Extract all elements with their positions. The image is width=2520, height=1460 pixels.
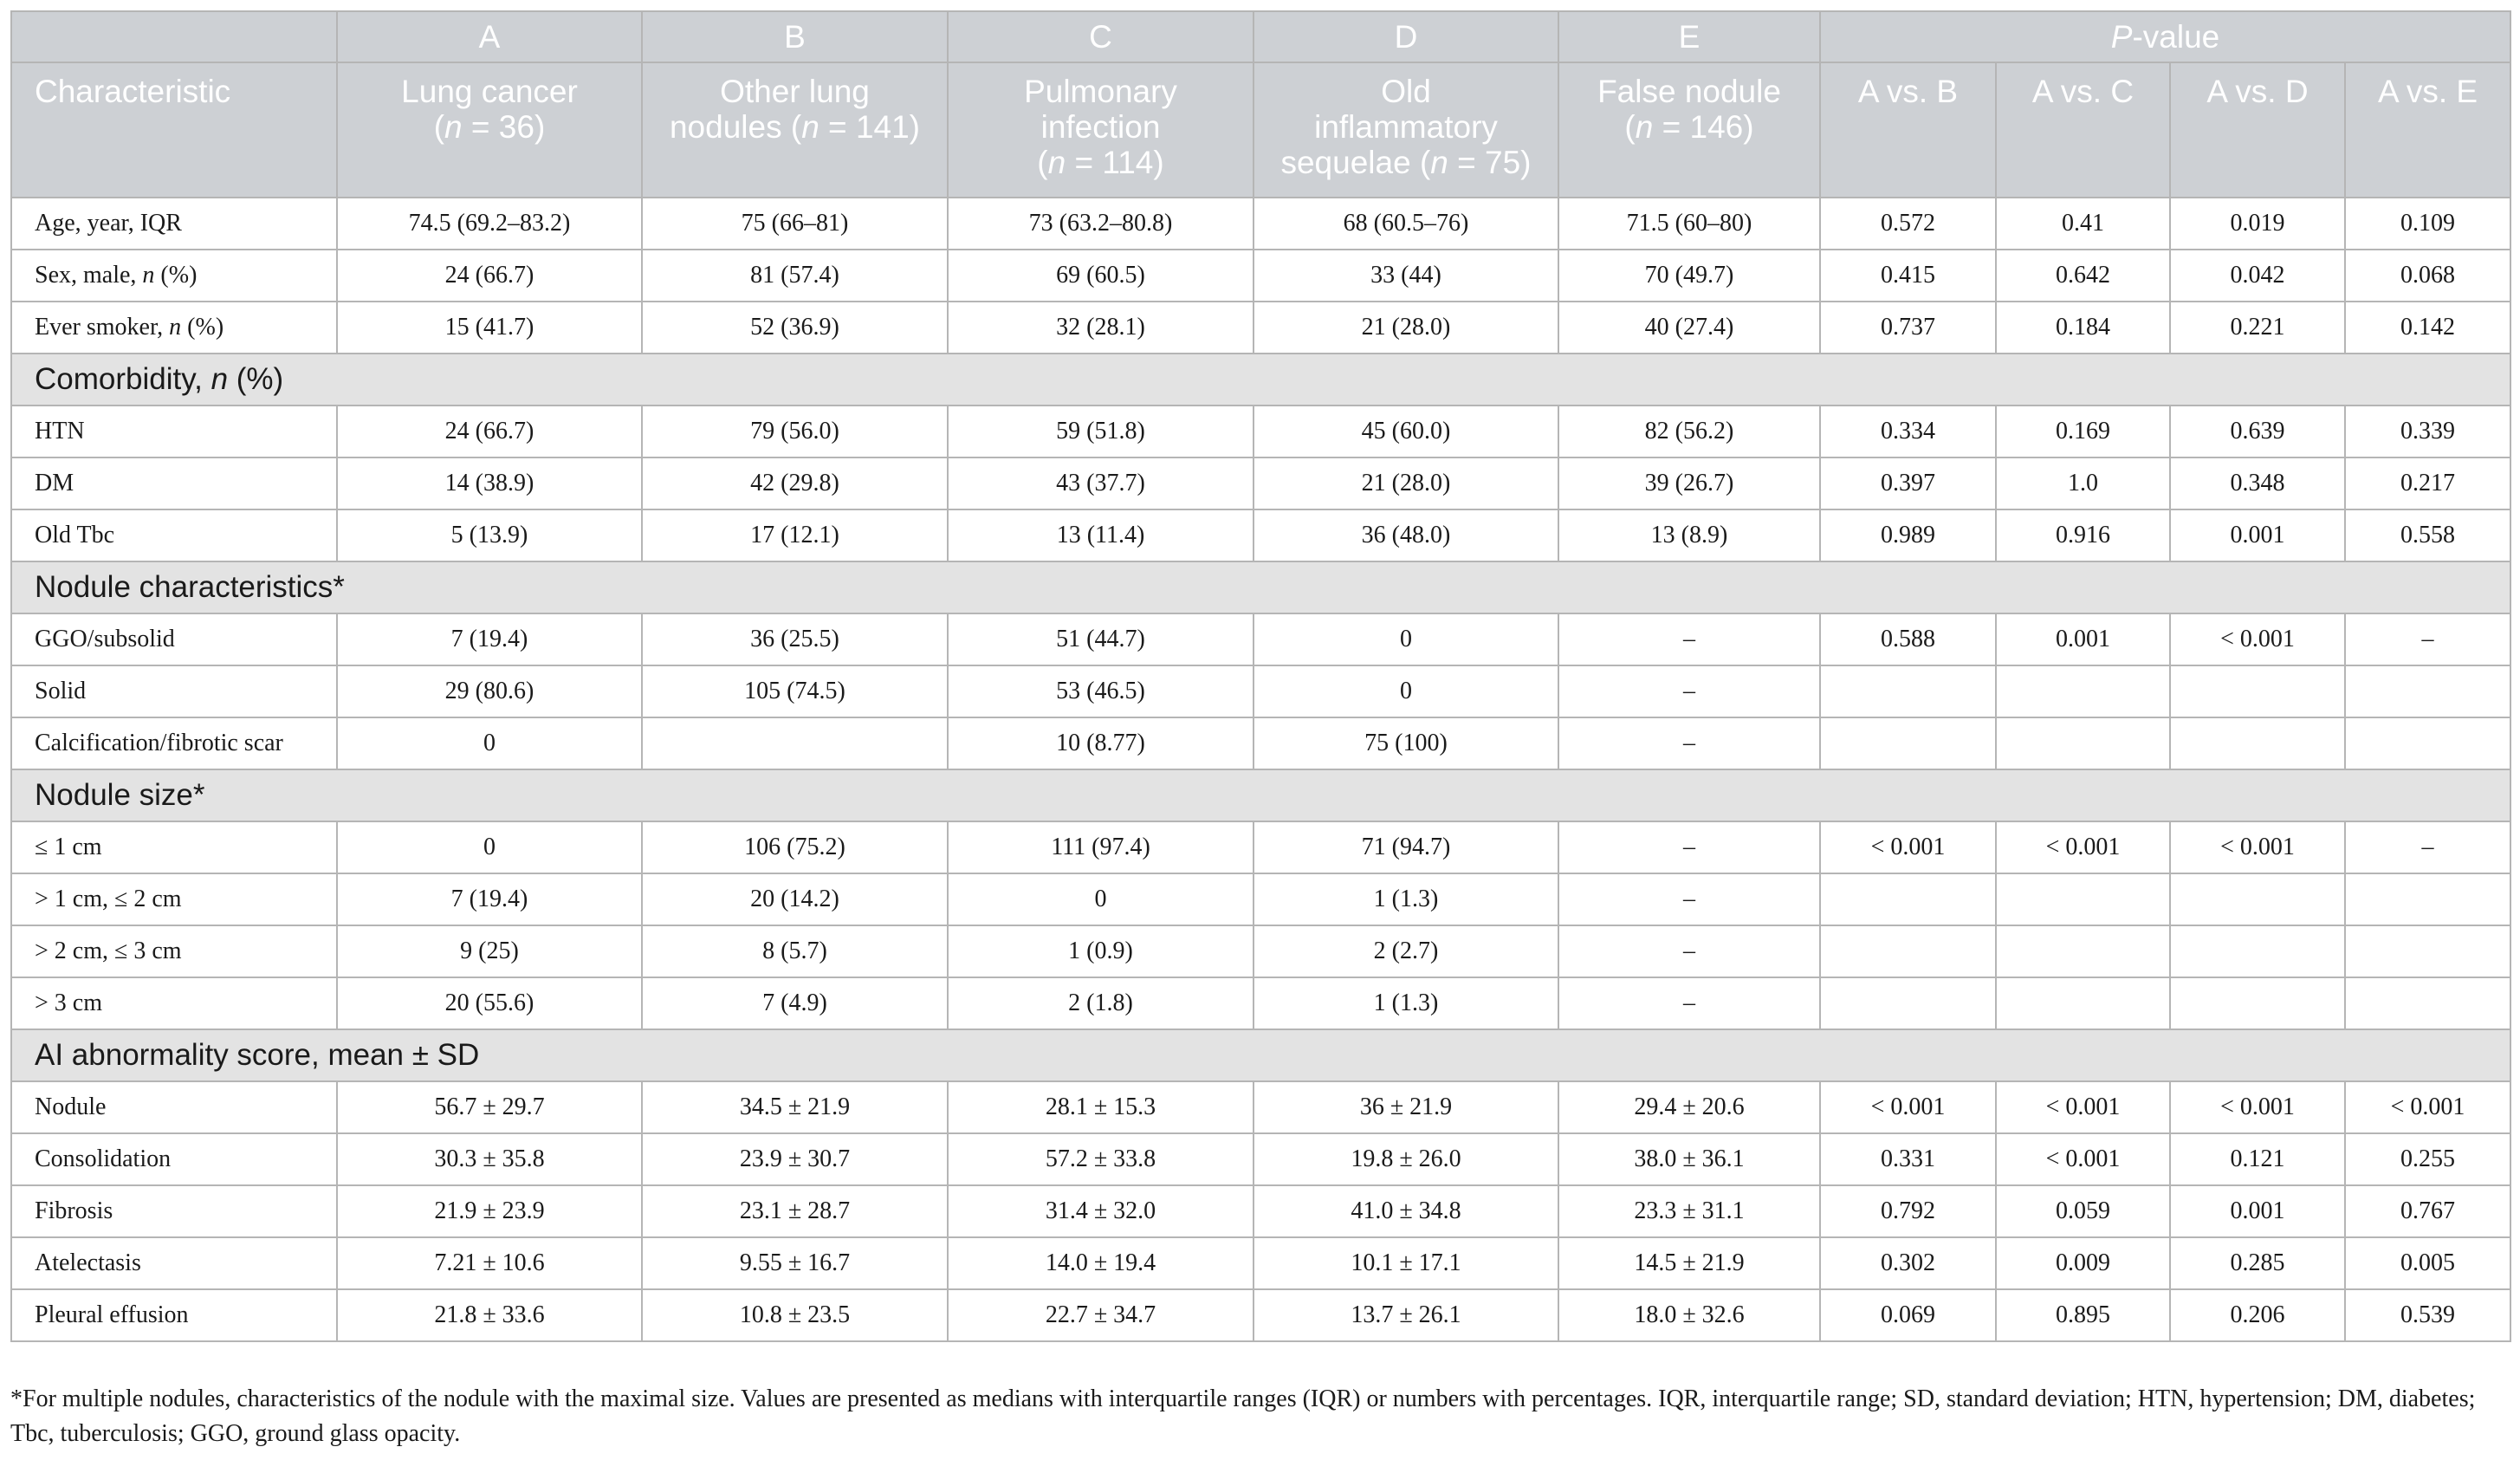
row-label: Age, year, IQR — [11, 198, 337, 250]
table-body — [11, 198, 2510, 1341]
table-row — [11, 457, 2510, 509]
pvalue-cell: 0.001 — [2170, 1185, 2345, 1237]
group-value-cell: 0 — [1254, 613, 1558, 665]
group-value-cell: 1 (1.3) — [1254, 873, 1558, 925]
pvalue-cell — [2345, 665, 2510, 717]
group-value-cell: 10.8 ± 23.5 — [642, 1289, 948, 1341]
group-letter: B — [642, 11, 948, 62]
group-value-cell: 20 (14.2) — [642, 873, 948, 925]
pvalue-cell: < 0.001 — [1996, 1081, 2170, 1133]
group-value-cell: 106 (75.2) — [642, 821, 948, 873]
pvalue-cell: – — [2345, 821, 2510, 873]
group-value-cell: 5 (13.9) — [337, 509, 642, 561]
group-value-cell: 14.0 ± 19.4 — [948, 1237, 1254, 1289]
pvalue-cell: < 0.001 — [2170, 613, 2345, 665]
header-row-labels — [11, 62, 2510, 198]
group-value-cell: 21.8 ± 33.6 — [337, 1289, 642, 1341]
pvalue-cell — [2345, 873, 2510, 925]
row-label: Nodule — [11, 1081, 337, 1133]
group-value-cell: 21.9 ± 23.9 — [337, 1185, 642, 1237]
table-row — [11, 406, 2510, 457]
section-label: Comorbidity, n (%) — [11, 354, 2510, 406]
group-value-cell: – — [1558, 977, 1820, 1029]
group-value-cell: 69 (60.5) — [948, 250, 1254, 302]
group-value-cell: 13.7 ± 26.1 — [1254, 1289, 1558, 1341]
pvalue-cell: 0.989 — [1820, 509, 1996, 561]
group-value-cell: 75 (66–81) — [642, 198, 948, 250]
group-value-cell: 13 (11.4) — [948, 509, 1254, 561]
group-value-cell: 30.3 ± 35.8 — [337, 1133, 642, 1185]
row-label: Atelectasis — [11, 1237, 337, 1289]
table-row — [11, 821, 2510, 873]
pvalue-cell — [1996, 977, 2170, 1029]
group-value-cell: 23.9 ± 30.7 — [642, 1133, 948, 1185]
section-row — [11, 1029, 2510, 1081]
pvalue-cell: 0.41 — [1996, 198, 2170, 250]
row-label: Sex, male, n (%) — [11, 250, 337, 302]
pvalue-cell: 0.221 — [2170, 302, 2345, 354]
group-value-cell: – — [1558, 925, 1820, 977]
group-value-cell: 52 (36.9) — [642, 302, 948, 354]
group-header-lung-cancer: Lung cancer (n = 36) — [337, 62, 642, 198]
group-value-cell: 34.5 ± 21.9 — [642, 1081, 948, 1133]
pvalue-cell: 0.068 — [2345, 250, 2510, 302]
section-label: Nodule size* — [11, 769, 2510, 821]
group-value-cell: 18.0 ± 32.6 — [1558, 1289, 1820, 1341]
group-value-cell: 10 (8.77) — [948, 717, 1254, 769]
group-value-cell: 0 — [337, 821, 642, 873]
table-row — [11, 198, 2510, 250]
section-row — [11, 354, 2510, 406]
group-value-cell: 0 — [1254, 665, 1558, 717]
group-value-cell: 41.0 ± 34.8 — [1254, 1185, 1558, 1237]
group-value-cell: 2 (2.7) — [1254, 925, 1558, 977]
group-value-cell: – — [1558, 665, 1820, 717]
group-value-cell: 43 (37.7) — [948, 457, 1254, 509]
group-value-cell: 39 (26.7) — [1558, 457, 1820, 509]
group-value-cell: 0 — [337, 717, 642, 769]
pvalue-cell: 0.009 — [1996, 1237, 2170, 1289]
table-row — [11, 1133, 2510, 1185]
group-value-cell: 13 (8.9) — [1558, 509, 1820, 561]
pvalue-cell — [1820, 873, 1996, 925]
group-value-cell: 45 (60.0) — [1254, 406, 1558, 457]
pvalue-cell: 0.059 — [1996, 1185, 2170, 1237]
table-row — [11, 873, 2510, 925]
group-value-cell: 14 (38.9) — [337, 457, 642, 509]
group-value-cell: 33 (44) — [1254, 250, 1558, 302]
comparison-header: A vs. D — [2170, 62, 2345, 198]
group-header-other-nodules: Other lung nodules (n = 141) — [642, 62, 948, 198]
group-value-cell: 7 (19.4) — [337, 873, 642, 925]
pvalue-cell: 0.792 — [1820, 1185, 1996, 1237]
table-row — [11, 302, 2510, 354]
section-label: Nodule characteristics* — [11, 561, 2510, 613]
pvalue-cell: 0.895 — [1996, 1289, 2170, 1341]
pvalue-cell: 0.285 — [2170, 1237, 2345, 1289]
group-value-cell: 9.55 ± 16.7 — [642, 1237, 948, 1289]
group-value-cell: 75 (100) — [1254, 717, 1558, 769]
section-row — [11, 769, 2510, 821]
row-label: ≤ 1 cm — [11, 821, 337, 873]
group-value-cell: 1 (1.3) — [1254, 977, 1558, 1029]
group-value-cell: 20 (55.6) — [337, 977, 642, 1029]
row-label: GGO/subsolid — [11, 613, 337, 665]
pvalue-cell: 0.588 — [1820, 613, 1996, 665]
group-value-cell: 57.2 ± 33.8 — [948, 1133, 1254, 1185]
pvalue-cell: 0.334 — [1820, 406, 1996, 457]
pvalue-cell: 0.001 — [2170, 509, 2345, 561]
group-value-cell: 31.4 ± 32.0 — [948, 1185, 1254, 1237]
pvalue-cell — [2345, 977, 2510, 1029]
pvalue-cell — [2170, 717, 2345, 769]
header-row-groups — [11, 11, 2510, 62]
group-header-old-inflammatory: Old inflammatory sequelae (n = 75) — [1254, 62, 1558, 198]
group-value-cell: 32 (28.1) — [948, 302, 1254, 354]
pvalue-cell — [1996, 665, 2170, 717]
group-value-cell: 2 (1.8) — [948, 977, 1254, 1029]
group-value-cell: 1 (0.9) — [948, 925, 1254, 977]
table-row — [11, 977, 2510, 1029]
row-label: HTN — [11, 406, 337, 457]
group-value-cell: 82 (56.2) — [1558, 406, 1820, 457]
row-label: Pleural effusion — [11, 1289, 337, 1341]
row-label: DM — [11, 457, 337, 509]
pvalue-cell: 1.0 — [1996, 457, 2170, 509]
group-value-cell: 70 (49.7) — [1558, 250, 1820, 302]
table-row — [11, 250, 2510, 302]
pvalue-cell: 0.184 — [1996, 302, 2170, 354]
pvalue-cell: 0.169 — [1996, 406, 2170, 457]
pvalue-cell: 0.005 — [2345, 1237, 2510, 1289]
pvalue-cell: < 0.001 — [1820, 1081, 1996, 1133]
group-value-cell: 7 (19.4) — [337, 613, 642, 665]
pvalue-cell: 0.302 — [1820, 1237, 1996, 1289]
group-value-cell: 53 (46.5) — [948, 665, 1254, 717]
group-value-cell: 9 (25) — [337, 925, 642, 977]
group-value-cell: 10.1 ± 17.1 — [1254, 1237, 1558, 1289]
group-value-cell: 24 (66.7) — [337, 406, 642, 457]
row-label: > 1 cm, ≤ 2 cm — [11, 873, 337, 925]
table-row — [11, 665, 2510, 717]
group-value-cell: 36 (48.0) — [1254, 509, 1558, 561]
group-value-cell: 59 (51.8) — [948, 406, 1254, 457]
pvalue-cell — [1996, 717, 2170, 769]
pvalue-cell: 0.539 — [2345, 1289, 2510, 1341]
group-value-cell: 71.5 (60–80) — [1558, 198, 1820, 250]
pvalue-cell — [2170, 925, 2345, 977]
group-value-cell: 111 (97.4) — [948, 821, 1254, 873]
group-value-cell: 36 ± 21.9 — [1254, 1081, 1558, 1133]
row-label: Ever smoker, n (%) — [11, 302, 337, 354]
row-label: Fibrosis — [11, 1185, 337, 1237]
pvalue-cell: 0.642 — [1996, 250, 2170, 302]
group-value-cell: 29.4 ± 20.6 — [1558, 1081, 1820, 1133]
table-row — [11, 1081, 2510, 1133]
pvalue-cell — [1996, 925, 2170, 977]
group-value-cell: 28.1 ± 15.3 — [948, 1081, 1254, 1133]
pvalue-cell: < 0.001 — [1996, 1133, 2170, 1185]
group-value-cell: 51 (44.7) — [948, 613, 1254, 665]
group-value-cell: 17 (12.1) — [642, 509, 948, 561]
characteristics-table-container — [10, 10, 2510, 1342]
table-row — [11, 717, 2510, 769]
group-value-cell: – — [1558, 717, 1820, 769]
group-value-cell: 15 (41.7) — [337, 302, 642, 354]
table-row — [11, 613, 2510, 665]
pvalue-cell — [1820, 665, 1996, 717]
group-value-cell: 29 (80.6) — [337, 665, 642, 717]
pvalue-cell — [1820, 717, 1996, 769]
section-label: AI abnormality score, mean ± SD — [11, 1029, 2510, 1081]
row-label: > 3 cm — [11, 977, 337, 1029]
group-letter: E — [1558, 11, 1820, 62]
group-value-cell: 0 — [948, 873, 1254, 925]
group-value-cell: 14.5 ± 21.9 — [1558, 1237, 1820, 1289]
pvalue-cell: 0.558 — [2345, 509, 2510, 561]
pvalue-cell — [2170, 977, 2345, 1029]
pvalue-cell: < 0.001 — [2170, 1081, 2345, 1133]
pvalue-cell: < 0.001 — [1996, 821, 2170, 873]
pvalue-cell: 0.331 — [1820, 1133, 1996, 1185]
row-label: Calcification/fibrotic scar — [11, 717, 337, 769]
group-value-cell: 21 (28.0) — [1254, 457, 1558, 509]
pvalue-cell — [2170, 665, 2345, 717]
pvalue-cell — [2345, 925, 2510, 977]
table-row — [11, 1237, 2510, 1289]
group-value-cell: 71 (94.7) — [1254, 821, 1558, 873]
pvalue-cell: 0.397 — [1820, 457, 1996, 509]
row-label: Solid — [11, 665, 337, 717]
group-value-cell: 36 (25.5) — [642, 613, 948, 665]
table-footnote: *For multiple nodules, characteristics of the nodule with the maximal size. Values are presented as medians with interquartile ranges (IQR) or numbers with percentages. IQR, interquartile range; SD, standard deviation; HTN, hypertension; DM, diabetes; Tbc, tuberculosis; GGO, ground glass opacity. — [10, 1385, 2476, 1447]
characteristics-table — [10, 10, 2511, 1342]
group-value-cell: 105 (74.5) — [642, 665, 948, 717]
pvalue-cell: 0.019 — [2170, 198, 2345, 250]
group-letter: D — [1254, 11, 1558, 62]
pvalue-cell: 0.042 — [2170, 250, 2345, 302]
pvalue-cell: 0.121 — [2170, 1133, 2345, 1185]
comparison-header: A vs. C — [1996, 62, 2170, 198]
pvalue-header: P-value — [1820, 11, 2510, 62]
pvalue-cell: 0.916 — [1996, 509, 2170, 561]
pvalue-cell: 0.142 — [2345, 302, 2510, 354]
header-empty-cell — [11, 11, 337, 62]
pvalue-cell: 0.348 — [2170, 457, 2345, 509]
group-value-cell: – — [1558, 613, 1820, 665]
group-value-cell: 19.8 ± 26.0 — [1254, 1133, 1558, 1185]
group-value-cell: 22.7 ± 34.7 — [948, 1289, 1254, 1341]
group-value-cell: 56.7 ± 29.7 — [337, 1081, 642, 1133]
pvalue-cell: 0.737 — [1820, 302, 1996, 354]
group-value-cell: 38.0 ± 36.1 — [1558, 1133, 1820, 1185]
group-letter: A — [337, 11, 642, 62]
group-value-cell: – — [1558, 821, 1820, 873]
table-row — [11, 1185, 2510, 1237]
group-value-cell: 7.21 ± 10.6 — [337, 1237, 642, 1289]
section-row — [11, 561, 2510, 613]
group-value-cell: 81 (57.4) — [642, 250, 948, 302]
group-value-cell: 7 (4.9) — [642, 977, 948, 1029]
pvalue-cell: 0.767 — [2345, 1185, 2510, 1237]
pvalue-cell: 0.206 — [2170, 1289, 2345, 1341]
pvalue-cell: < 0.001 — [1820, 821, 1996, 873]
pvalue-cell: 0.639 — [2170, 406, 2345, 457]
row-label: > 2 cm, ≤ 3 cm — [11, 925, 337, 977]
pvalue-cell: 0.415 — [1820, 250, 1996, 302]
pvalue-cell — [2345, 717, 2510, 769]
group-value-cell: 74.5 (69.2–83.2) — [337, 198, 642, 250]
pvalue-cell — [2170, 873, 2345, 925]
pvalue-cell — [1820, 977, 1996, 1029]
pvalue-cell — [1996, 873, 2170, 925]
pvalue-cell: 0.255 — [2345, 1133, 2510, 1185]
pvalue-cell: 0.069 — [1820, 1289, 1996, 1341]
pvalue-cell: 0.109 — [2345, 198, 2510, 250]
group-value-cell: 79 (56.0) — [642, 406, 948, 457]
group-value-cell: – — [1558, 873, 1820, 925]
pvalue-cell: 0.217 — [2345, 457, 2510, 509]
group-header-false-nodule: False nodule (n = 146) — [1558, 62, 1820, 198]
row-label: Consolidation — [11, 1133, 337, 1185]
table-row — [11, 1289, 2510, 1341]
pvalue-cell: 0.339 — [2345, 406, 2510, 457]
group-value-cell: 42 (29.8) — [642, 457, 948, 509]
group-value-cell: 21 (28.0) — [1254, 302, 1558, 354]
group-value-cell: 73 (63.2–80.8) — [948, 198, 1254, 250]
pvalue-cell: – — [2345, 613, 2510, 665]
comparison-header: A vs. E — [2345, 62, 2510, 198]
pvalue-cell: 0.572 — [1820, 198, 1996, 250]
group-value-cell: 68 (60.5–76) — [1254, 198, 1558, 250]
row-label: Old Tbc — [11, 509, 337, 561]
group-value-cell — [642, 717, 948, 769]
table-row — [11, 925, 2510, 977]
group-value-cell: 23.1 ± 28.7 — [642, 1185, 948, 1237]
table-row — [11, 509, 2510, 561]
pvalue-cell: 0.001 — [1996, 613, 2170, 665]
group-letter: C — [948, 11, 1254, 62]
group-value-cell: 40 (27.4) — [1558, 302, 1820, 354]
characteristic-header: Characteristic — [11, 62, 337, 198]
pvalue-cell — [1820, 925, 1996, 977]
pvalue-cell: < 0.001 — [2345, 1081, 2510, 1133]
group-header-pulmonary-infection: Pulmonary infection (n = 114) — [948, 62, 1254, 198]
group-value-cell: 8 (5.7) — [642, 925, 948, 977]
comparison-header: A vs. B — [1820, 62, 1996, 198]
group-value-cell: 23.3 ± 31.1 — [1558, 1185, 1820, 1237]
pvalue-cell: < 0.001 — [2170, 821, 2345, 873]
group-value-cell: 24 (66.7) — [337, 250, 642, 302]
